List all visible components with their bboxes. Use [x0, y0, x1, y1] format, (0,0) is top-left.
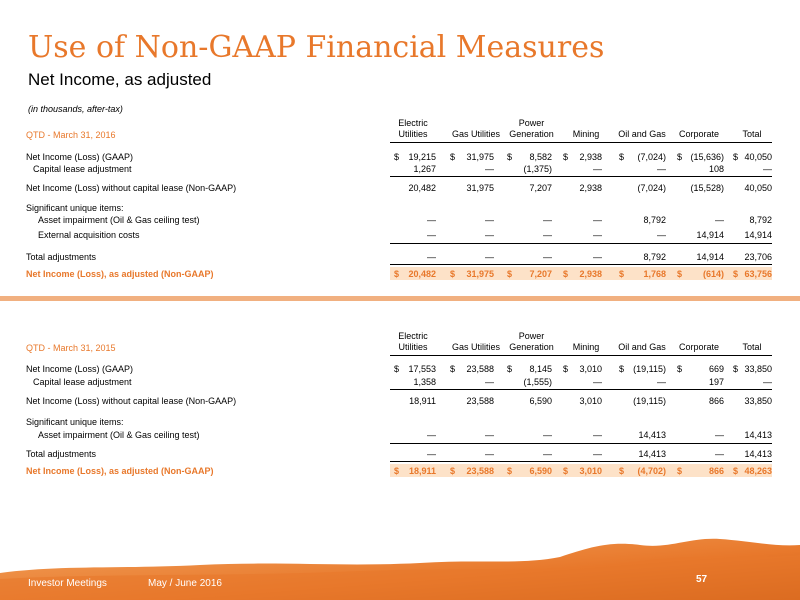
- period-label: QTD - March 31, 2016: [26, 130, 116, 140]
- subtotal-rule: [390, 176, 772, 177]
- table-row: Asset impairment (Oil & Gas ceiling test) — — — — 14,413 — 14,413: [38, 430, 772, 440]
- col-header-gas: Gas Utilities: [451, 129, 500, 139]
- table-row: Total adjustments — — — — 8,792 14,914 23,706: [26, 252, 772, 262]
- table-row: Asset impairment (Oil & Gas ceiling test) — — — — 8,792 — 8,792: [38, 215, 772, 225]
- col-header-mining: Mining: [572, 342, 600, 352]
- table-row: Net Income (Loss) (GAAP) $ 17,553 $ 23,588 $ 8,145 $ 3,010 $ (19,115) $ 669 $ 33,850: [26, 364, 772, 374]
- table-row: Net Income (Loss), as adjusted (Non-GAAP) $ 20,482 $ 31,975 $ 7,207 $ 2,938 $ 1,768 $ (614) $ 63,756: [26, 269, 772, 279]
- subtotal-rule: [390, 443, 772, 444]
- unit-note: (in thousands, after-tax): [28, 104, 123, 114]
- page-number: 57: [696, 574, 708, 585]
- table-row: Net Income (Loss) without capital lease (Non-GAAP) 20,482 31,975 7,207 2,938 (7,024) (15,528) 40,050: [26, 183, 772, 193]
- col-header-corporate: Corporate: [678, 129, 720, 139]
- col-header-oilgas: Oil and Gas: [618, 129, 666, 139]
- footer-event: Investor Meetings: [28, 578, 107, 589]
- page-subtitle: Net Income, as adjusted: [28, 70, 212, 89]
- col-header-mining: Mining: [572, 129, 600, 139]
- col-header-power: Power Generation: [509, 118, 554, 139]
- col-header-power: Power Generation: [509, 331, 554, 352]
- subtotal-rule: [390, 243, 772, 244]
- table-row: External acquisition costs — — — — — 14,914 14,914: [38, 230, 772, 240]
- col-header-electric: Electric Utilities: [398, 331, 428, 352]
- table-row: Net Income (Loss), as adjusted (Non-GAAP) $ 18,911 $ 23,588 $ 6,590 $ 3,010 $ (4,702) $ 866 $ 48,263: [26, 466, 772, 476]
- section-divider: [0, 296, 800, 301]
- subtotal-rule: [390, 389, 772, 390]
- table-row: Capital lease adjustment 1,267 — (1,375) — — 108 —: [33, 164, 772, 174]
- col-header-corporate: Corporate: [678, 342, 720, 352]
- page-title: Use of Non-GAAP Financial Measures: [28, 30, 605, 65]
- table-row: Capital lease adjustment 1,358 — (1,555) — — 197 —: [33, 377, 772, 387]
- col-header-gas: Gas Utilities: [451, 342, 500, 352]
- table-row: Significant unique items:: [26, 417, 124, 427]
- footer-mountain-banner: [0, 535, 800, 600]
- header-rule: [390, 355, 772, 356]
- table-row: Net Income (Loss) without capital lease (Non-GAAP) 18,911 23,588 6,590 3,010 (19,115) 866 33,850: [26, 396, 772, 406]
- col-header-oilgas: Oil and Gas: [618, 342, 666, 352]
- col-header-electric: Electric Utilities: [398, 118, 428, 139]
- header-rule: [390, 142, 772, 143]
- table-row: Total adjustments — — — — 14,413 — 14,413: [26, 449, 772, 459]
- subtotal-rule: [390, 264, 772, 265]
- col-header-total: Total: [742, 342, 762, 352]
- footer-date: May / June 2016: [148, 578, 222, 589]
- period-label: QTD - March 31, 2015: [26, 343, 116, 353]
- table-row: Significant unique items:: [26, 203, 124, 213]
- subtotal-rule: [390, 461, 772, 462]
- table-row: Net Income (Loss) (GAAP) $ 19,215 $ 31,975 $ 8,582 $ 2,938 $ (7,024) $ (15,636) $ 40,050: [26, 152, 772, 162]
- col-header-total: Total: [742, 129, 762, 139]
